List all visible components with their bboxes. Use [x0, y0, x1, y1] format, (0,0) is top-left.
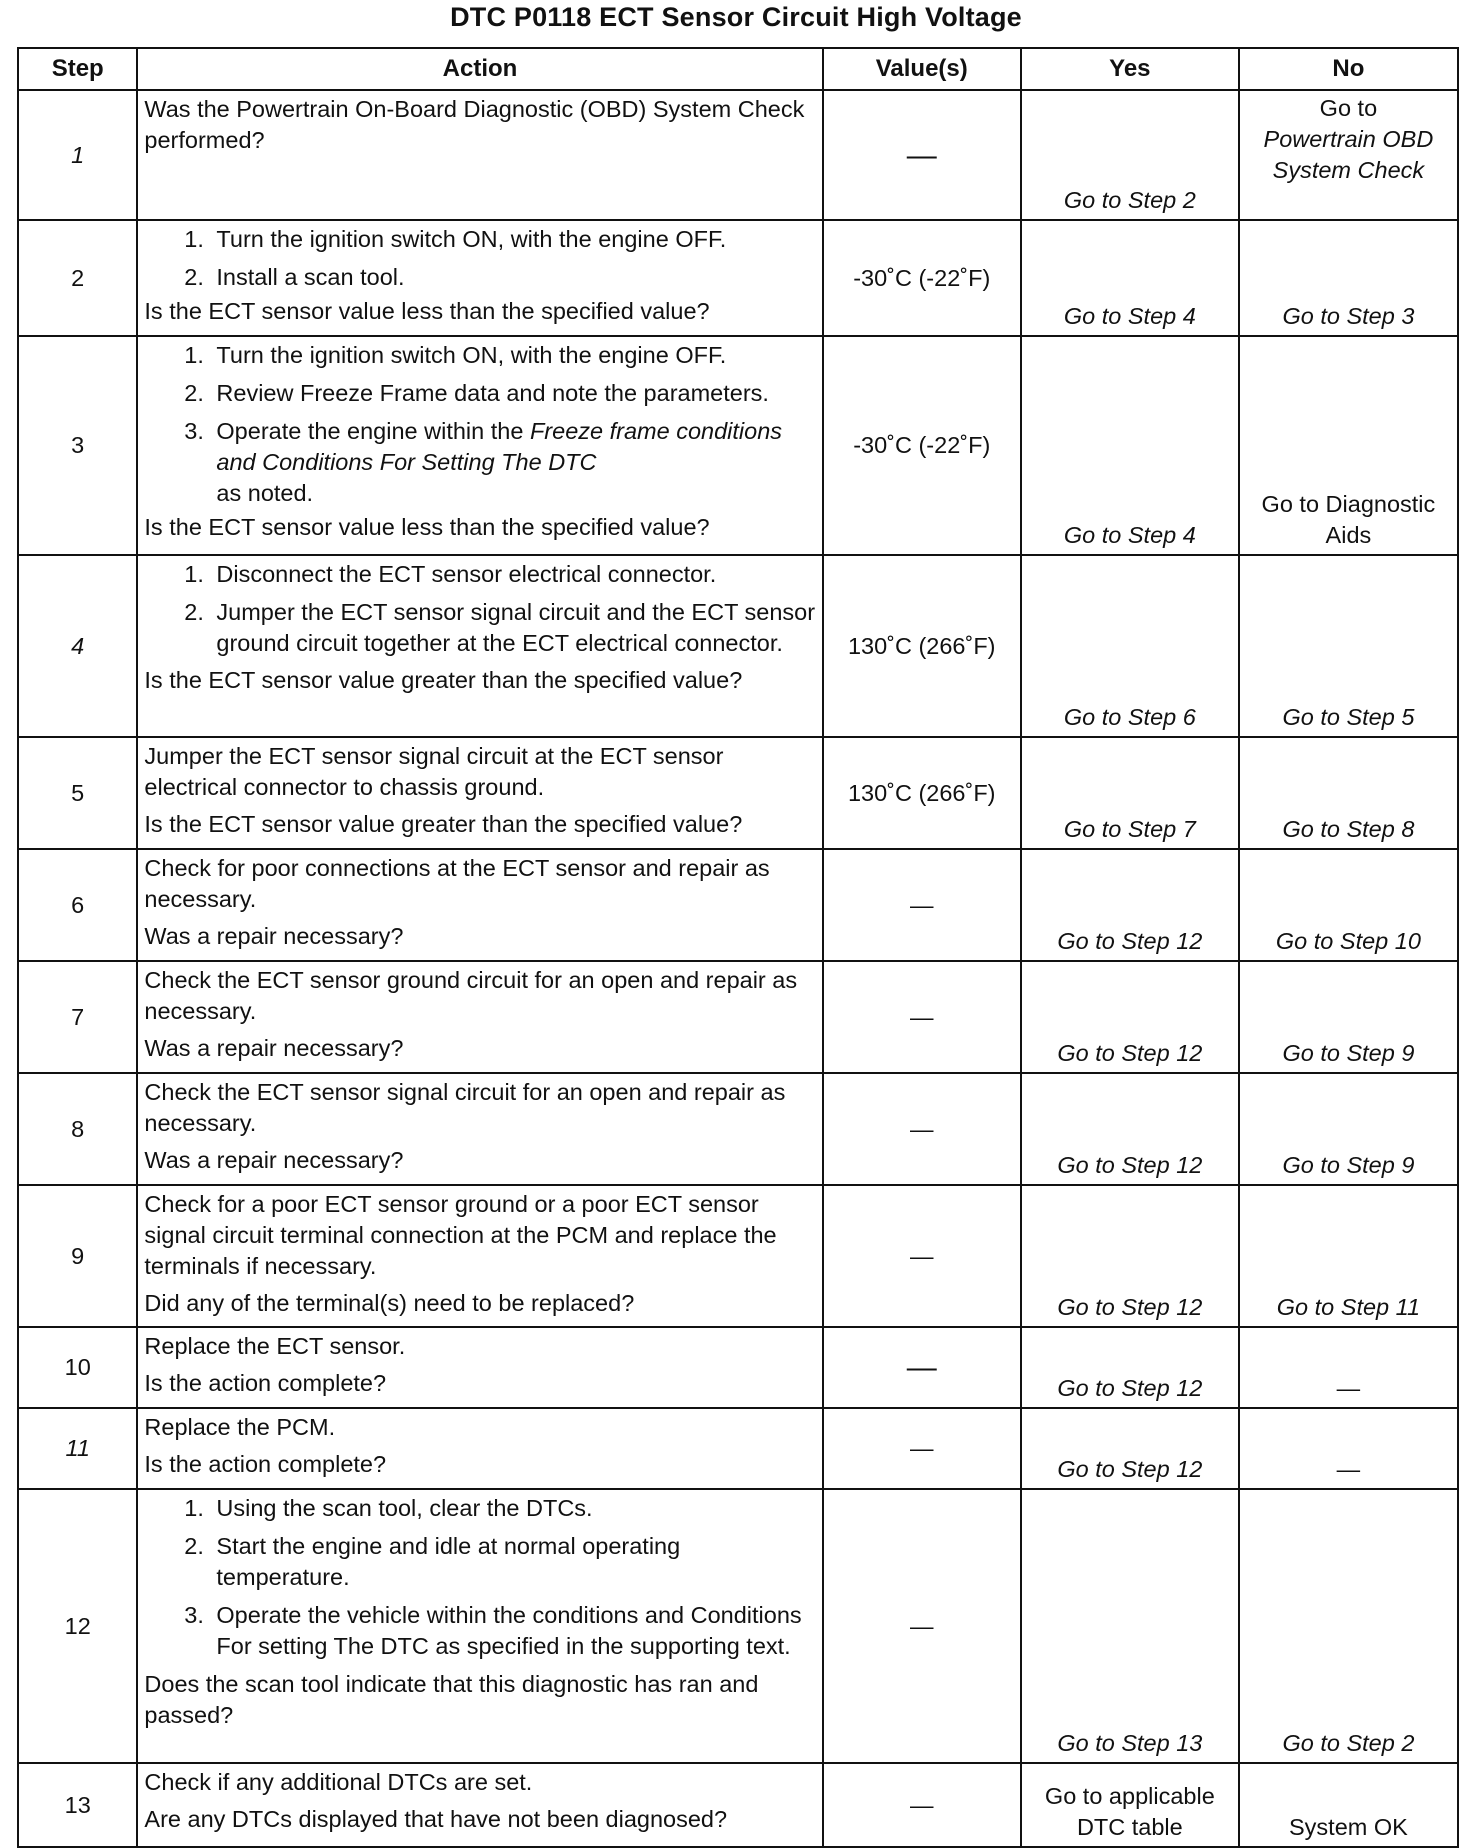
yes-cell: Go to Step 12 — [1021, 1408, 1239, 1489]
value-cell: 130˚C (266˚F) — [823, 737, 1021, 849]
yes-cell: Go to Step 2 — [1021, 90, 1239, 220]
action-substep: 3. Operate the vehicle within the conditions and Conditions For setting The DTC as specified in the supporting text. — [210, 1600, 815, 1662]
action-cell — [137, 1073, 822, 1185]
action-text: Check the ECT sensor signal circuit for an open and repair as necessary. — [144, 1079, 786, 1136]
action-substep-italic: Freeze frame conditions and Conditions For Setting The DTC — [216, 418, 783, 475]
action-substep: 1. Turn the ignition switch ON, with the engine OFF. — [210, 340, 815, 371]
header-yes: Yes — [1021, 48, 1239, 90]
no-cell: Go to Step 9 — [1239, 1073, 1458, 1185]
header-step: Step — [18, 48, 137, 90]
action-substep — [210, 416, 815, 509]
action-text: Check for a poor ECT sensor ground or a poor ECT sensor signal circuit terminal connection at the PCM and replace the terminals if necessary. — [144, 1191, 777, 1279]
action-text: Check if any additional DTCs are set. — [144, 1769, 533, 1795]
action-cell — [137, 220, 822, 336]
action-text: Check the ECT sensor ground circuit for an open and repair as necessary. — [144, 967, 798, 1024]
table-row — [18, 1489, 1458, 1763]
no-line: Go to — [1319, 95, 1378, 121]
no-cell: Go to Step 10 — [1239, 849, 1458, 961]
no-cell: Go to Step 2 — [1239, 1489, 1458, 1763]
step-number: 8 — [18, 1073, 137, 1185]
yes-cell: Go to Step 12 — [1021, 1327, 1239, 1408]
no-cell: Go to Step 8 — [1239, 737, 1458, 849]
action-cell — [137, 961, 822, 1073]
yes-cell: Go to Step 12 — [1021, 849, 1239, 961]
action-cell — [137, 1408, 822, 1489]
action-cell — [137, 336, 822, 555]
value-cell: 130˚C (266˚F) — [823, 555, 1021, 737]
header-row — [18, 48, 1458, 90]
action-substep: 2. Install a scan tool. — [210, 262, 815, 293]
step-number: 1 — [18, 90, 137, 220]
table-row — [18, 336, 1458, 555]
value-cell: — — [823, 1073, 1021, 1185]
no-cell: Go to Step 3 — [1239, 220, 1458, 336]
table-row — [18, 1763, 1458, 1847]
yes-cell: Go to Step 13 — [1021, 1489, 1239, 1763]
yes-cell: Go to Step 7 — [1021, 737, 1239, 849]
action-question: Was a repair necessary? — [144, 1035, 404, 1061]
no-cell: Go to Step 11 — [1239, 1185, 1458, 1327]
value-cell: — — [823, 1185, 1021, 1327]
action-question: Is the ECT sensor value less than the specified value? — [144, 514, 710, 540]
yes-cell: Go to Step 4 — [1021, 336, 1239, 555]
value-cell: — — [823, 1327, 1021, 1408]
no-line: Powertrain OBD — [1263, 126, 1434, 152]
action-text: Replace the PCM. — [144, 1414, 336, 1440]
action-substep-text: Operate the engine within the — [216, 418, 530, 444]
action-cell — [137, 1327, 822, 1408]
step-number: 11 — [18, 1408, 137, 1489]
action-cell — [137, 1185, 822, 1327]
table-row — [18, 1408, 1458, 1489]
action-cell — [137, 1763, 822, 1847]
no-cell: — — [1239, 1327, 1458, 1408]
action-substep: 2. Jumper the ECT sensor signal circuit and the ECT sensor ground circuit together at the ECT electrical connector. — [210, 597, 815, 659]
action-question: Was a repair necessary? — [144, 1147, 404, 1173]
action-substep: 1. Turn the ignition switch ON, with the engine OFF. — [210, 224, 815, 255]
action-cell — [137, 90, 822, 220]
value-cell: -30˚C (-22˚F) — [823, 220, 1021, 336]
value-cell: — — [823, 1763, 1021, 1847]
action-question: Did any of the terminal(s) need to be replaced? — [144, 1290, 635, 1316]
page-title: DTC P0118 ECT Sensor Circuit High Voltage — [450, 2, 1022, 32]
step-number: 7 — [18, 961, 137, 1073]
no-cell: System OK — [1239, 1763, 1458, 1847]
action-text: Check for poor connections at the ECT sensor and repair as necessary. — [144, 855, 770, 912]
diagnostic-table — [17, 47, 1459, 1848]
action-substep: 2. Review Freeze Frame data and note the parameters. — [210, 378, 815, 409]
action-substep-text: as noted. — [216, 480, 314, 506]
table-row — [18, 961, 1458, 1073]
header-no: No — [1239, 48, 1458, 90]
action-substep: 1. Disconnect the ECT sensor electrical connector. — [210, 559, 815, 590]
step-number: 12 — [18, 1489, 137, 1763]
value-cell: — — [823, 961, 1021, 1073]
value-cell: — — [823, 849, 1021, 961]
action-cell — [137, 555, 822, 737]
no-cell: — — [1239, 1408, 1458, 1489]
yes-cell: Go to Step 4 — [1021, 220, 1239, 336]
action-substep: 1. Using the scan tool, clear the DTCs. — [210, 1493, 815, 1524]
action-text: Was the Powertrain On-Board Diagnostic (OBD) System Check performed? — [144, 96, 805, 153]
action-question: Are any DTCs displayed that have not been diagnosed? — [144, 1806, 728, 1832]
action-cell — [137, 1489, 822, 1763]
step-number: 6 — [18, 849, 137, 961]
action-text: Jumper the ECT sensor signal circuit at the ECT sensor electrical connector to chassis ground. — [144, 743, 724, 800]
action-question: Is the ECT sensor value less than the specified value? — [144, 298, 710, 324]
step-number: 5 — [18, 737, 137, 849]
action-question: Does the scan tool indicate that this diagnostic has ran and passed? — [144, 1671, 759, 1728]
value-cell: — — [823, 1489, 1021, 1763]
action-cell — [137, 737, 822, 849]
value-cell: — — [823, 90, 1021, 220]
action-cell — [137, 849, 822, 961]
table-row — [18, 849, 1458, 961]
yes-cell: Go to Step 6 — [1021, 555, 1239, 737]
step-number: 9 — [18, 1185, 137, 1327]
action-question: Is the ECT sensor value greater than the specified value? — [144, 811, 743, 837]
action-question: Is the action complete? — [144, 1451, 387, 1477]
value-cell: — — [823, 1408, 1021, 1489]
action-substep: 2. Start the engine and idle at normal operating temperature. — [210, 1531, 815, 1593]
action-question: Was a repair necessary? — [144, 923, 404, 949]
step-number: 2 — [18, 220, 137, 336]
value-cell: -30˚C (-22˚F) — [823, 336, 1021, 555]
no-cell: Go to Step 5 — [1239, 555, 1458, 737]
no-cell: Go to Step 9 — [1239, 961, 1458, 1073]
no-cell — [1239, 90, 1458, 220]
action-question: Is the ECT sensor value greater than the specified value? — [144, 667, 743, 693]
header-action: Action — [137, 48, 822, 90]
table-row — [18, 1073, 1458, 1185]
step-number: 4 — [18, 555, 137, 737]
no-line: System Check — [1272, 157, 1425, 183]
action-question: Is the action complete? — [144, 1370, 387, 1396]
table-row — [18, 555, 1458, 737]
table-row — [18, 1327, 1458, 1408]
action-text: Replace the ECT sensor. — [144, 1333, 406, 1359]
table-row — [18, 1185, 1458, 1327]
table-row — [18, 220, 1458, 336]
table-row — [18, 90, 1458, 220]
step-number: 3 — [18, 336, 137, 555]
table-row — [18, 737, 1458, 849]
yes-cell: Go to applicable DTC table — [1021, 1763, 1239, 1847]
step-number: 10 — [18, 1327, 137, 1408]
step-number: 13 — [18, 1763, 137, 1847]
no-cell: Go to Diagnostic Aids — [1239, 336, 1458, 555]
yes-cell: Go to Step 12 — [1021, 961, 1239, 1073]
header-values: Value(s) — [823, 48, 1021, 90]
yes-cell: Go to Step 12 — [1021, 1073, 1239, 1185]
yes-cell: Go to Step 12 — [1021, 1185, 1239, 1327]
